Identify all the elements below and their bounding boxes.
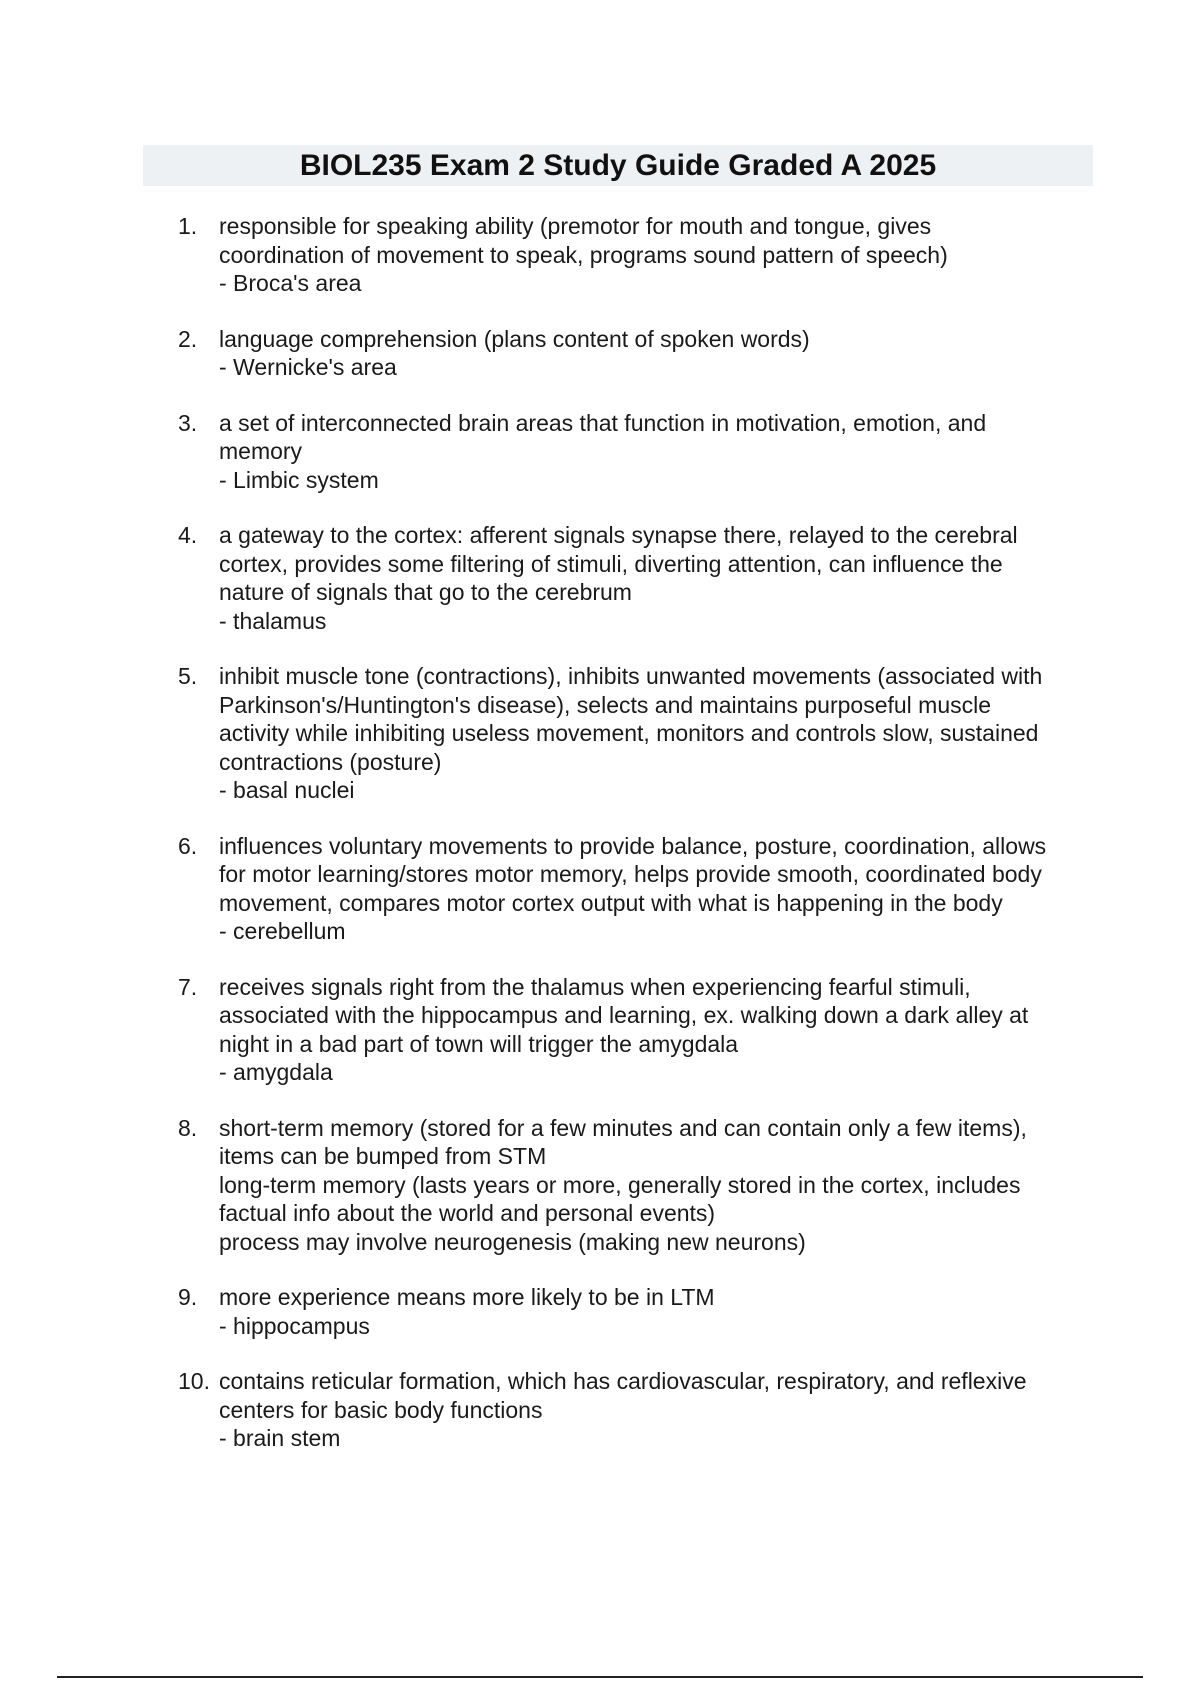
item-description-line: process may involve neurogenesis (making new neurons) — [219, 1228, 806, 1255]
list-item — [178, 1283, 1108, 1340]
item-number: 4. — [178, 522, 198, 548]
item-answer: - basal nuclei — [219, 777, 355, 803]
item-answer: - thalamus — [219, 607, 327, 634]
item-number: 5. — [178, 663, 198, 689]
item-number: 10. — [178, 1368, 210, 1394]
item-description-line: influences voluntary movements to provide balance, posture, coordination, allows — [219, 832, 1047, 859]
item-answer: - hippocampus — [219, 1312, 370, 1339]
item-description-line: for motor learning/stores motor memory, helps provide smooth, coordinated body — [219, 861, 1042, 887]
item-description-line: language comprehension (plans content of spoken words) — [219, 325, 810, 352]
item-description-line: responsible for speaking ability (premotor for mouth and tongue, gives — [219, 213, 932, 239]
item-description-line: associated with the hippocampus and learning, ex. walking down a dark alley at — [219, 1002, 1029, 1028]
footer-divider — [57, 1676, 1143, 1678]
item-description-line: nature of signals that go to the cerebrum — [219, 579, 632, 605]
item-description-line: short-term memory (stored for a few minutes and can contain only a few items), — [219, 1114, 1027, 1141]
study-guide-list — [178, 212, 1108, 1480]
list-item — [178, 325, 1108, 382]
item-answer: - Broca's area — [219, 270, 362, 296]
list-item — [178, 1114, 1108, 1257]
item-description-line: items can be bumped from STM — [219, 1143, 547, 1169]
item-answer: - amygdala — [219, 1059, 333, 1085]
list-item — [178, 409, 1108, 495]
page-title: BIOL235 Exam 2 Study Guide Graded A 2025 — [299, 149, 937, 182]
list-item — [178, 521, 1108, 635]
item-number: 3. — [178, 409, 198, 436]
item-description-line: a set of interconnected brain areas that function in motivation, emotion, and — [219, 409, 987, 436]
item-description-line: centers for basic body functions — [219, 1396, 543, 1423]
item-number: 6. — [178, 832, 198, 859]
item-description-line: contains reticular formation, which has cardiovascular, respiratory, and reflexive — [219, 1368, 1027, 1394]
item-answer: - Wernicke's area — [219, 354, 397, 380]
item-description-line: cortex, provides some filtering of stimuli, diverting attention, can influence the — [219, 550, 1003, 577]
item-answer: - Limbic system — [219, 466, 379, 493]
item-description-line: factual info about the world and personal events) — [219, 1200, 716, 1226]
item-number: 7. — [178, 973, 198, 1000]
item-number: 8. — [178, 1114, 198, 1141]
list-item — [178, 662, 1108, 805]
item-answer: - cerebellum — [219, 918, 346, 944]
item-number: 9. — [178, 1284, 198, 1310]
item-description-line: movement, compares motor cortex output with what is happening in the body — [219, 889, 1003, 916]
item-description-line: coordination of movement to speak, programs sound pattern of speech) — [219, 241, 948, 268]
list-item — [178, 973, 1108, 1087]
list-item — [178, 1367, 1108, 1453]
item-number: 1. — [178, 213, 198, 239]
item-description-line: Parkinson's/Huntington's disease), selects and maintains purposeful muscle — [219, 691, 992, 718]
item-description-line: inhibit muscle tone (contractions), inhibits unwanted movements (associated with — [219, 663, 1043, 689]
item-description-line: night in a bad part of town will trigger the amygdala — [219, 1030, 739, 1057]
item-answer: - brain stem — [219, 1425, 341, 1451]
item-description-line: long-term memory (lasts years or more, generally stored in the cortex, includes — [219, 1171, 1021, 1198]
item-description-line: a gateway to the cortex: afferent signals synapse there, relayed to the cerebral — [219, 522, 1018, 548]
item-description-line: contractions (posture) — [219, 748, 442, 775]
item-description-line: more experience means more likely to be in LTM — [219, 1284, 715, 1310]
item-description-line: memory — [219, 438, 303, 464]
item-description-line: receives signals right from the thalamus when experiencing fearful stimuli, — [219, 973, 971, 1000]
item-number: 2. — [178, 325, 198, 352]
item-description-line: activity while inhibiting useless movement, monitors and controls slow, sustained — [219, 720, 1039, 746]
list-item — [178, 212, 1108, 298]
list-item — [178, 832, 1108, 946]
